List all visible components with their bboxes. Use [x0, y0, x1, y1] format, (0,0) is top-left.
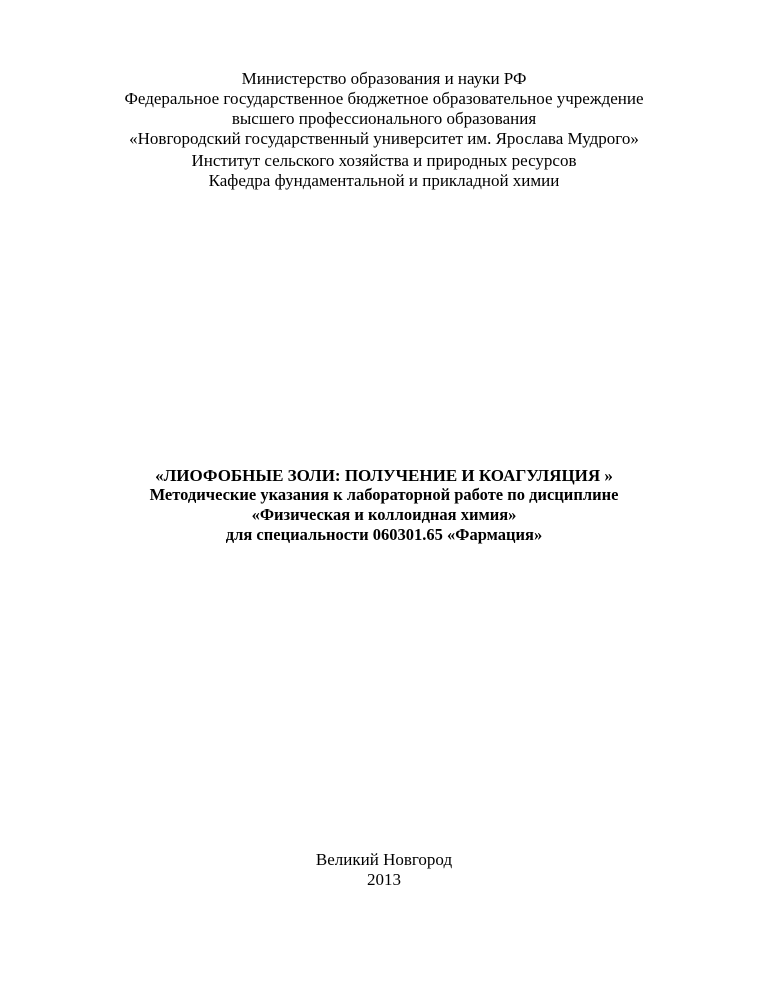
institution-type-line: Федеральное государственное бюджетное образовательное учреждение: [124, 89, 644, 108]
subtitle-line-1: Методические указания к лабораторной работе по дисциплине: [149, 485, 619, 504]
document-title: «ЛИОФОБНЫЕ ЗОЛИ: ПОЛУЧЕНИЕ И КОАГУЛЯЦИЯ »: [155, 466, 613, 485]
institute-line: Институт сельского хозяйства и природных ресурсов: [191, 151, 577, 170]
university-line: «Новгородский государственный университет им. Ярослава Мудрого»: [129, 129, 639, 148]
subtitle-line-3: для специальности 060301.65 «Фармация»: [225, 525, 543, 544]
city-line: Великий Новгород: [315, 850, 453, 869]
ministry-line: Министерство образования и науки РФ: [241, 69, 527, 88]
institution-level-line: высшего профессионального образования: [231, 109, 537, 128]
subtitle-line-2: «Физическая и коллоидная химия»: [251, 505, 517, 524]
department-line: Кафедра фундаментальной и прикладной химии: [208, 171, 560, 190]
year-line: 2013: [367, 870, 401, 889]
